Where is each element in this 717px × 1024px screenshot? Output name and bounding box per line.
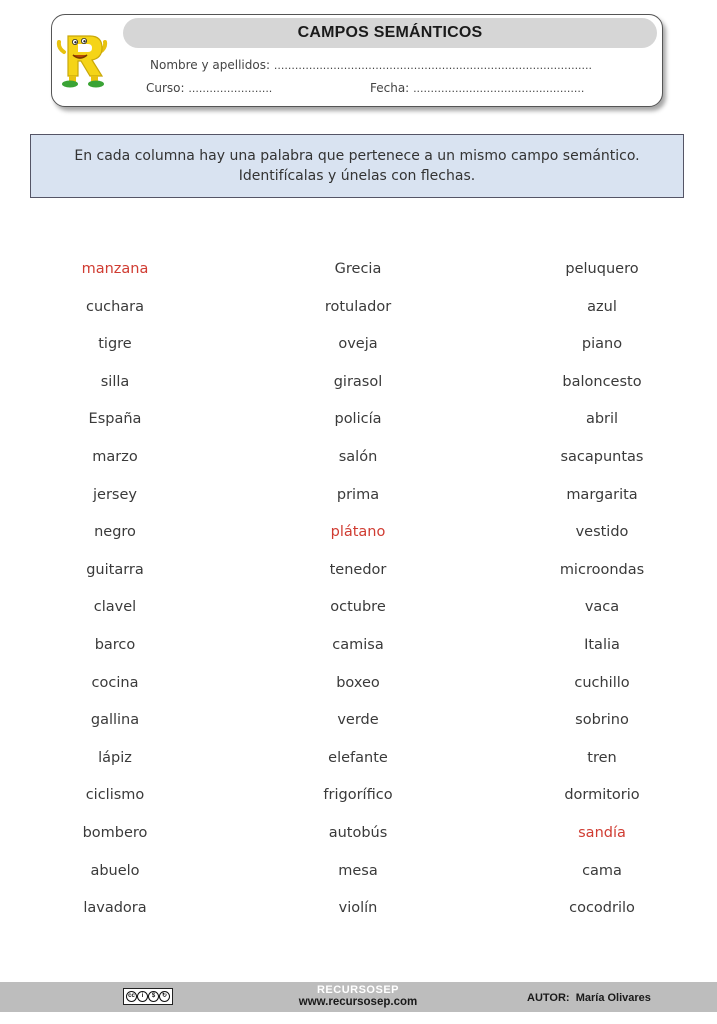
name-dots: ........................................................................................... [273,59,593,72]
word-item[interactable]: abuelo [90,862,140,879]
word-item[interactable]: barco [94,637,136,653]
word-item[interactable]: dormitorio [564,787,640,804]
word-item[interactable]: rotulador [324,298,392,315]
word-item[interactable]: lápiz [98,749,132,766]
word-item[interactable]: marzo [92,449,138,465]
footer-url-link[interactable]: www.recursosep.com [298,996,418,1008]
word-item[interactable]: cocina [91,674,139,691]
course-label: Curso: [146,81,185,95]
word-item[interactable]: peluquero [565,261,639,277]
nc-icon: $ [148,991,159,1002]
word-item[interactable]: Grecia [334,261,382,277]
instructions-line-2: Identifícalas y únelas con flechas. [238,168,476,184]
word-item[interactable]: tenedor [329,561,387,578]
course-field[interactable] [146,81,272,95]
word-item[interactable]: cuchara [85,298,145,315]
name-field[interactable] [150,58,592,72]
word-item[interactable]: tigre [98,336,132,353]
word-item[interactable]: azul [587,298,617,315]
word-item[interactable]: gallina [90,712,140,729]
date-dots: ................................................. [413,82,585,95]
instructions-line-1: En cada columna hay una palabra que pertenece a un mismo campo semántico. [74,148,640,164]
cc-icon: cc [126,991,137,1002]
word-item[interactable]: cocodrilo [569,900,635,917]
word-item[interactable]: manzana [81,261,149,277]
author-label: AUTOR: [527,992,570,1004]
word-item[interactable]: violín [338,900,378,917]
date-field[interactable] [370,81,584,95]
cc-license-badge[interactable] [123,988,173,1005]
word-item[interactable]: prima [336,486,380,503]
sa-icon: ↻ [159,991,170,1002]
word-item[interactable]: bombero [82,825,148,841]
word-item[interactable]: margarita [566,486,638,503]
word-item[interactable]: jersey [93,486,137,503]
word-item[interactable]: sacapuntas [560,449,644,465]
word-item[interactable]: abril [585,411,619,428]
word-item[interactable]: cama [582,862,622,879]
word-item[interactable]: clavel [93,599,137,616]
word-item[interactable]: lavadora [83,900,147,917]
word-item[interactable]: ciclismo [85,787,145,804]
word-item[interactable]: boxeo [336,674,380,691]
author-name: María Olivares [575,992,651,1004]
name-label: Nombre y apellidos: [150,58,271,72]
title-bar [123,18,657,48]
word-item[interactable]: camisa [332,637,384,653]
word-item[interactable]: girasol [333,373,383,390]
word-item[interactable]: negro [94,524,136,541]
word-item[interactable]: guitarra [86,561,144,578]
page-title: CAMPOS SEMÁNTICOS [297,24,483,41]
mascot-letter-r-icon [56,30,108,88]
course-dots: ........................ [188,82,273,95]
word-item[interactable]: piano [581,336,623,353]
word-item[interactable]: verde [337,712,379,729]
word-item[interactable]: baloncesto [562,373,642,390]
by-icon: i [137,991,148,1002]
word-item[interactable]: oveja [338,336,378,353]
word-item[interactable]: España [88,411,142,428]
word-item[interactable]: tren [587,749,617,766]
word-item[interactable]: elefante [328,749,388,766]
word-item[interactable]: octubre [330,599,386,616]
word-item[interactable]: silla [100,373,130,390]
instructions-box [30,134,684,198]
word-item[interactable]: salón [338,449,378,465]
footer-brand: RECURSOSEP [316,984,400,996]
word-item[interactable]: sandía [578,825,626,841]
word-item[interactable]: vestido [575,524,629,541]
word-item[interactable]: mesa [338,862,378,879]
word-item[interactable]: Italia [584,637,620,653]
footer-author [527,992,651,1004]
word-item[interactable]: policía [334,411,382,428]
word-item[interactable]: microondas [559,561,645,578]
word-item[interactable]: autobús [328,825,388,841]
word-item[interactable]: frigorífico [323,787,393,804]
date-label: Fecha: [370,81,410,95]
word-item[interactable]: vaca [584,599,620,616]
word-item[interactable]: sobrino [575,712,629,729]
word-item[interactable]: cuchillo [574,674,630,691]
word-item[interactable]: plátano [330,524,386,541]
